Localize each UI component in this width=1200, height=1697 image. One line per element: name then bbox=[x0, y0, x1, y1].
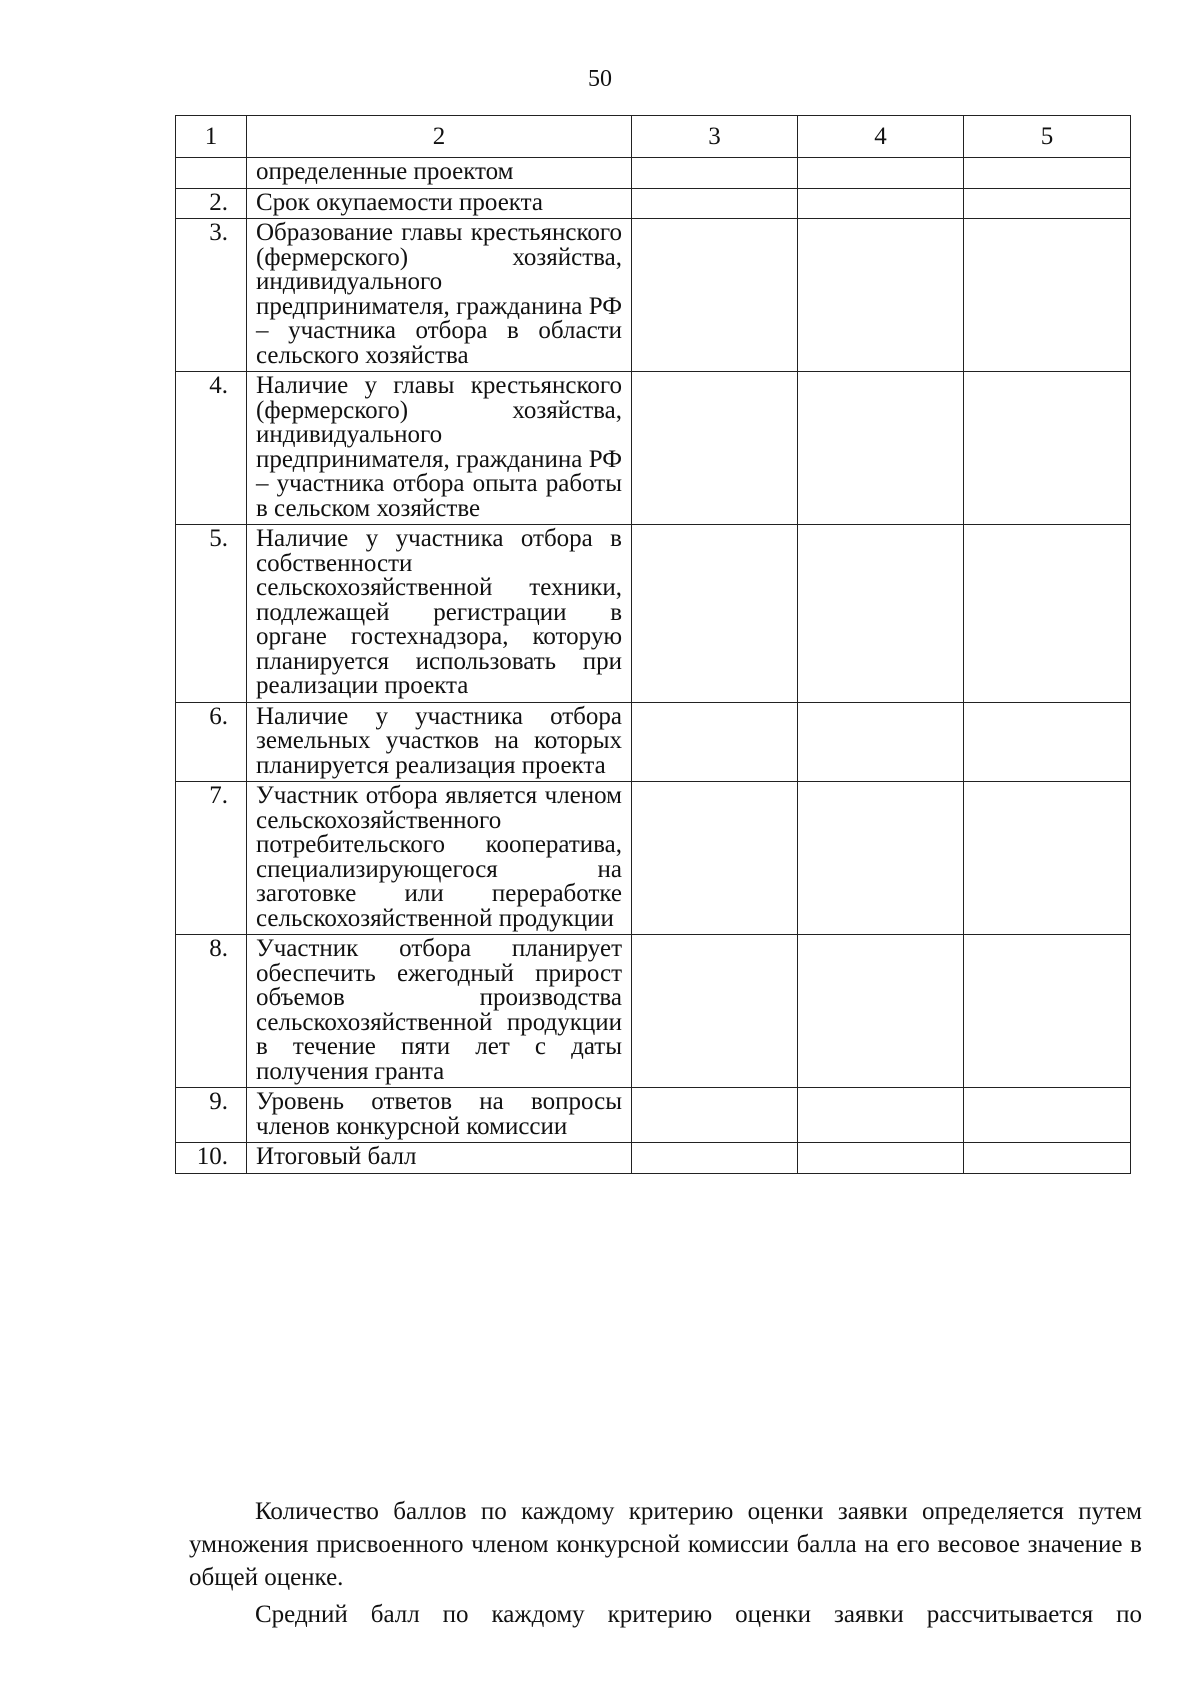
score-cell bbox=[964, 158, 1131, 189]
score-cell bbox=[964, 1143, 1131, 1174]
score-cell bbox=[798, 219, 964, 372]
table-row bbox=[176, 219, 1131, 372]
score-cell bbox=[964, 525, 1131, 703]
score-cell bbox=[632, 702, 798, 782]
row-number bbox=[176, 158, 247, 189]
score-cell bbox=[964, 702, 1131, 782]
score-cell bbox=[798, 782, 964, 935]
row-number: 5. bbox=[176, 525, 247, 703]
table-row bbox=[176, 782, 1131, 935]
score-cell bbox=[632, 158, 798, 189]
row-number: 9. bbox=[176, 1088, 247, 1143]
row-number: 2. bbox=[176, 188, 247, 219]
table-row bbox=[176, 188, 1131, 219]
score-cell bbox=[964, 1088, 1131, 1143]
score-cell bbox=[798, 1088, 964, 1143]
criterion-text: Наличие у участника отбора земельных участков на которых планируется реализация проекта bbox=[247, 702, 632, 782]
criterion-text: Наличие у участника отбора в собственности сельскохозяйственной техники, подлежащей регистрации в органе гостехнадзора, которую планируется использовать при реализации проекта bbox=[247, 525, 632, 703]
score-cell bbox=[798, 702, 964, 782]
criterion-text: Уровень ответов на вопросы членов конкурсной комиссии bbox=[247, 1088, 632, 1143]
score-cell bbox=[798, 525, 964, 703]
body-paragraph: Средний балл по каждому критерию оценки заявки рассчитывается по bbox=[255, 1601, 1142, 1628]
row-number: 3. bbox=[176, 219, 247, 372]
score-cell bbox=[632, 188, 798, 219]
header-cell-3: 3 bbox=[632, 116, 798, 158]
criterion-text: Итоговый балл bbox=[247, 1143, 632, 1174]
score-cell bbox=[798, 1143, 964, 1174]
table-row bbox=[176, 158, 1131, 189]
score-cell bbox=[964, 935, 1131, 1088]
score-cell bbox=[964, 219, 1131, 372]
criterion-text: определенные проектом bbox=[247, 158, 632, 189]
score-cell bbox=[798, 372, 964, 525]
score-cell bbox=[632, 782, 798, 935]
criteria-table bbox=[175, 115, 1131, 1174]
score-cell bbox=[798, 188, 964, 219]
table-row bbox=[176, 702, 1131, 782]
score-cell bbox=[964, 188, 1131, 219]
body-paragraph: Количество баллов по каждому критерию оценки заявки определяется путем умножения присвоенного членом конкурсной комиссии балла на его весовое значение в общей оценке. bbox=[189, 1498, 1142, 1591]
score-cell bbox=[632, 1143, 798, 1174]
criterion-text: Срок окупаемости проекта bbox=[247, 188, 632, 219]
table-row bbox=[176, 1088, 1131, 1143]
score-cell bbox=[632, 1088, 798, 1143]
score-cell bbox=[798, 158, 964, 189]
row-number: 7. bbox=[176, 782, 247, 935]
criterion-text: Наличие у главы крестьянского (фермерского) хозяйства, индивидуального предпринимателя, гражданина РФ – участника отбора опыта работы в сельском хозяйстве bbox=[247, 372, 632, 525]
score-cell bbox=[632, 525, 798, 703]
score-cell bbox=[964, 372, 1131, 525]
page-number: 50 bbox=[588, 66, 612, 92]
header-cell-1: 1 bbox=[176, 116, 247, 158]
table-row bbox=[176, 372, 1131, 525]
criterion-text: Участник отбора планирует обеспечить ежегодный прирост объемов производства сельскохозяйственной продукции в течение пяти лет с даты получения гранта bbox=[247, 935, 632, 1088]
table-row bbox=[176, 525, 1131, 703]
row-number: 4. bbox=[176, 372, 247, 525]
header-cell-5: 5 bbox=[964, 116, 1131, 158]
row-number: 10. bbox=[176, 1143, 247, 1174]
criterion-text: Участник отбора является членом сельскохозяйственного потребительского кооператива, специализирующегося на заготовке или переработке сельскохозяйственной продукции bbox=[247, 782, 632, 935]
table-row bbox=[176, 935, 1131, 1088]
score-cell bbox=[964, 782, 1131, 935]
score-cell bbox=[632, 935, 798, 1088]
score-cell bbox=[798, 935, 964, 1088]
score-cell bbox=[632, 219, 798, 372]
criterion-text: Образование главы крестьянского (фермерского) хозяйства, индивидуального предпринимателя, гражданина РФ – участника отбора в области сельского хозяйства bbox=[247, 219, 632, 372]
table-row bbox=[176, 1143, 1131, 1174]
header-cell-2: 2 bbox=[247, 116, 632, 158]
row-number: 8. bbox=[176, 935, 247, 1088]
table-header-row bbox=[176, 116, 1131, 158]
header-cell-4: 4 bbox=[798, 116, 964, 158]
score-cell bbox=[632, 372, 798, 525]
row-number: 6. bbox=[176, 702, 247, 782]
